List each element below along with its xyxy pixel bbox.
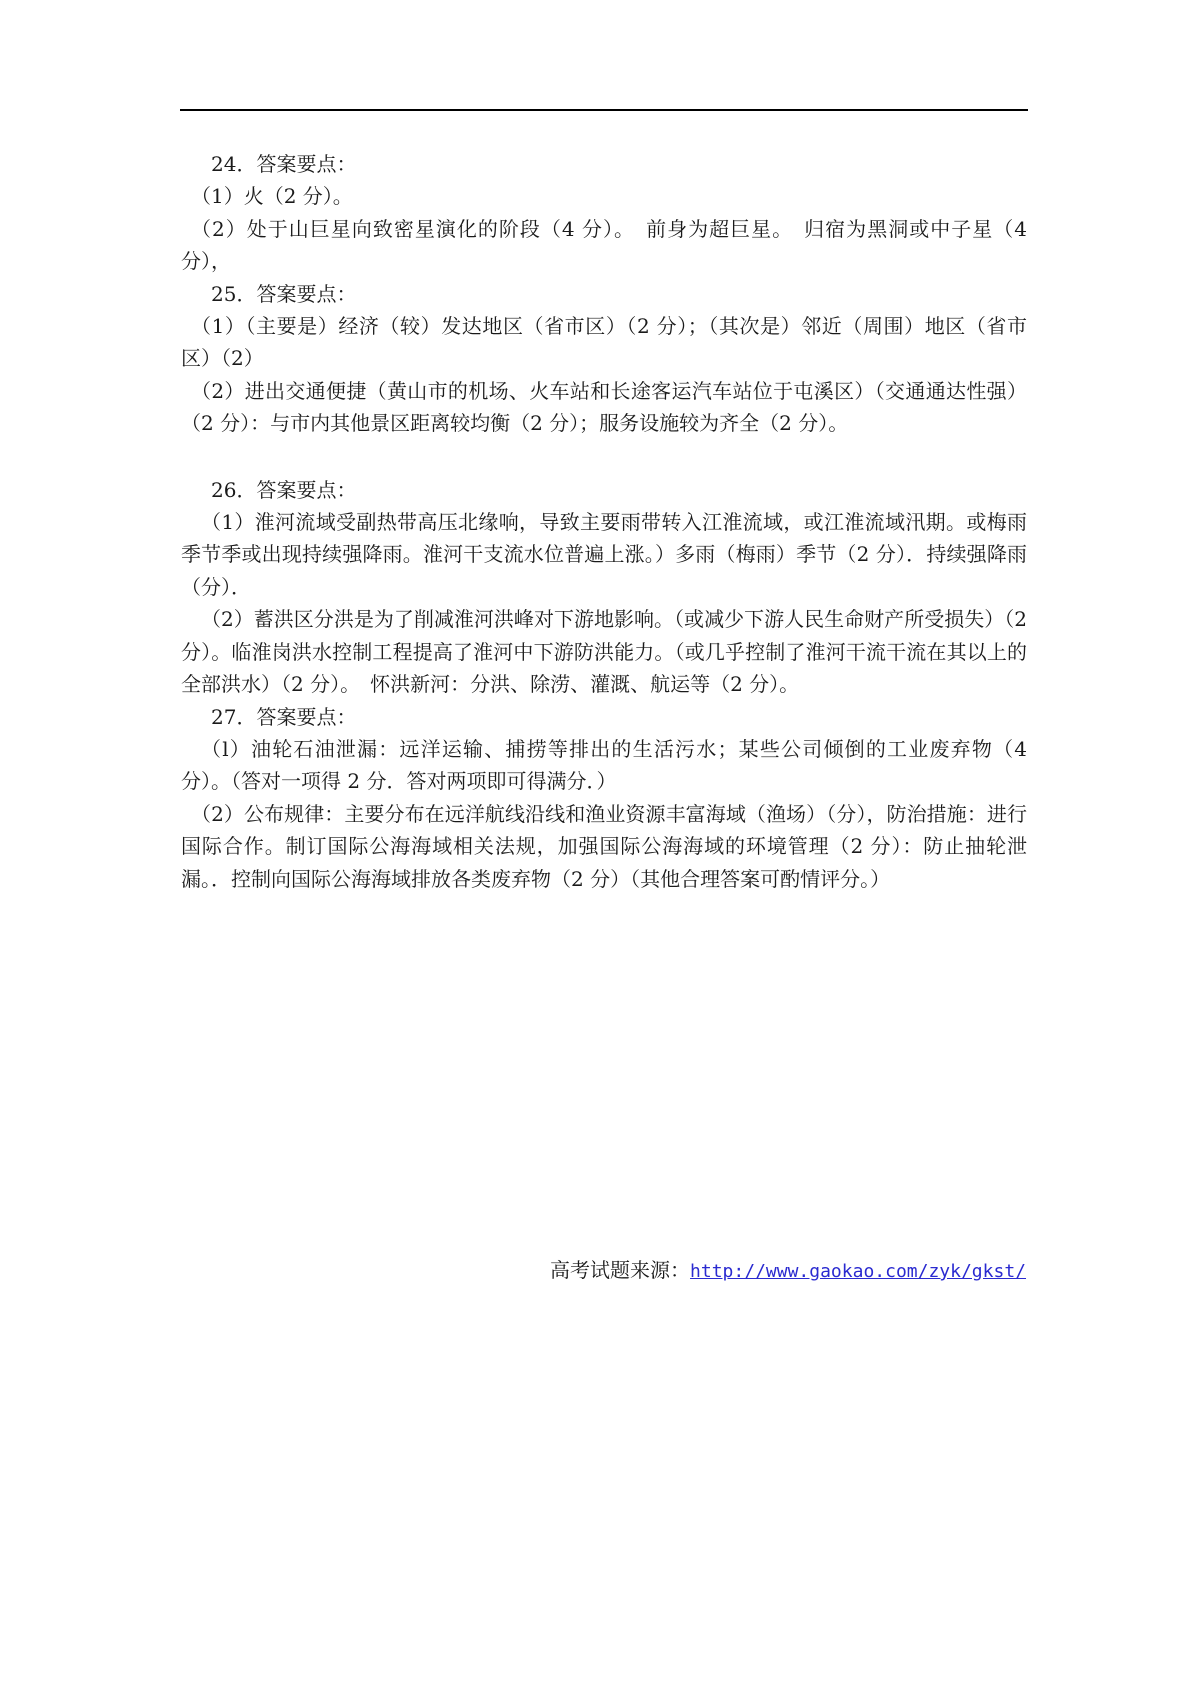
q25-title: 25．答案要点： xyxy=(211,281,357,306)
q25-part2: （2）进出交通便捷（黄山市的机场、火车站和长途客运汽车站位于屯溪区）（交通通达性强）（2 分）：与市内其他景区距离较均衡（2 分）；服务设施较为齐全（2 分）。 xyxy=(181,378,1027,436)
q27-title: 27．答案要点： xyxy=(211,704,357,729)
q27-part1: （l）油轮石油泄漏：远洋运输、捕捞等排出的生活污水；某些公司倾倒的工业废弃物（4 分）。（答对一项得 2 分．答对两项即可得满分．） xyxy=(181,736,1034,794)
q24-part1: （1）火（2 分）。 xyxy=(191,184,353,209)
source-label: 高考试题来源： xyxy=(550,1258,691,1282)
q26-part1: （1）淮河流域受副热带高压北缘响，导致主要雨带转入江淮流域，或江淮流域汛期。或梅雨季节季或出现持续强降雨。淮河干支流水位普遍上涨。）多雨（梅雨）季节（2 分）．持续强降雨（分）． xyxy=(181,510,1027,599)
header-rule xyxy=(180,109,1028,111)
q26-title: 26．答案要点： xyxy=(211,477,357,502)
answer-content xyxy=(181,148,1034,895)
q24-part2: （2）处于山巨星向致密星演化的阶段（4 分）。 前身为超巨星。 归宿为黑洞或中子星（4 分）， xyxy=(181,216,1034,274)
q26-part2: （2）蓄洪区分洪是为了削减淮河洪峰对下游地影响。（或减少下游人民生命财产所受损失）（2 分）。临淮岗洪水控制工程提高了淮河中下游防洪能力。（或几乎控制了淮河干流干流在其以上的全部洪水）（2 分）。 怀洪新河：分洪、除涝、灌溉、航运等（2 分）。 xyxy=(181,607,1034,697)
q25-part1: （1）（主要是）经济（较）发达地区（省市区）（2 分）；（其次是）邻近（周围）地区（省市区）（2） xyxy=(181,314,1027,371)
source-link[interactable]: http://www.gaokao.com/zyk/gkst/ xyxy=(690,1261,1026,1282)
q24-title: 24．答案要点： xyxy=(211,152,357,176)
q27-part2: （2）公布规律：主要分布在远洋航线沿线和渔业资源丰富海域（渔场）（分），防治措施：进行国际合作。制订国际公海海域相关法规，加强国际公海海域的环境管理（2 分）：防止抽轮泄漏。．控制向国际公海海域排放各类废弃物（2 分）（其他合理答案可酌情评分。） xyxy=(181,801,1027,891)
source-footer xyxy=(550,1254,1026,1288)
section-gap xyxy=(181,440,1027,474)
